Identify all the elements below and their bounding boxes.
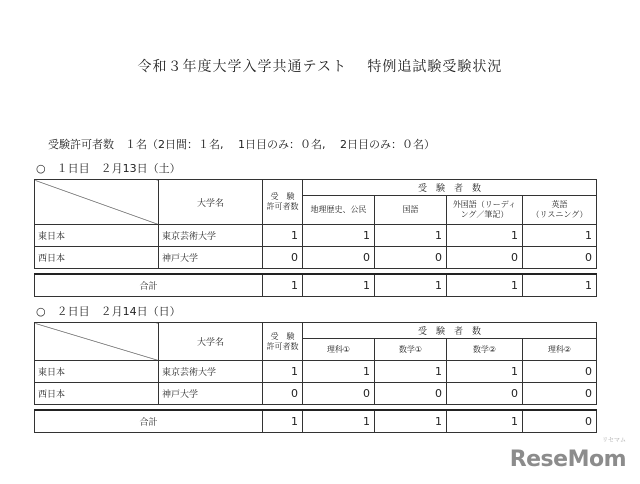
region-cell: 西日本 <box>35 383 159 405</box>
header-subject: 数学② <box>447 339 523 361</box>
table-row <box>35 361 597 383</box>
header-university: 大学名 <box>159 180 263 225</box>
total-value: 1 <box>303 274 375 297</box>
region-cell: 東日本 <box>35 225 159 247</box>
total-row <box>35 410 597 433</box>
permitted-cell: 0 <box>263 247 303 269</box>
value-cell: 1 <box>375 361 447 383</box>
header-permitted: 受 験 許可者数 <box>263 323 303 361</box>
value-cell: 0 <box>523 247 597 269</box>
value-cell: 0 <box>447 247 523 269</box>
header-subject: 理科① <box>303 339 375 361</box>
total-value: 1 <box>375 410 447 433</box>
total-value: 1 <box>523 274 597 297</box>
value-cell: 0 <box>375 383 447 405</box>
value-cell: 0 <box>375 247 447 269</box>
value-cell: 1 <box>375 225 447 247</box>
university-cell: 神戸大学 <box>159 383 263 405</box>
total-label: 合計 <box>35 274 263 297</box>
table-row <box>35 247 597 269</box>
header-university: 大学名 <box>159 323 263 361</box>
header-permitted: 受 験 許可者数 <box>263 180 303 225</box>
university-cell: 神戸大学 <box>159 247 263 269</box>
header-subject: 国語 <box>375 196 447 225</box>
total-value: 1 <box>447 410 523 433</box>
total-permitted: 1 <box>263 410 303 433</box>
region-cell: 西日本 <box>35 247 159 269</box>
value-cell: 0 <box>303 383 375 405</box>
value-cell: 0 <box>303 247 375 269</box>
header-subject: 数学① <box>375 339 447 361</box>
watermark-subtext: リセマム <box>602 437 626 444</box>
value-cell: 1 <box>303 361 375 383</box>
day1-table <box>34 179 597 297</box>
header-subject: 英語 （リスニング） <box>523 196 597 225</box>
value-cell: 0 <box>523 361 597 383</box>
permitted-cell: 1 <box>263 361 303 383</box>
day2-table <box>34 322 597 433</box>
header-subject: 理科② <box>523 339 597 361</box>
table-row <box>35 225 597 247</box>
header-subject: 外国語（リーディング／筆記） <box>447 196 523 225</box>
header-examinees: 受 験 者 数 <box>303 180 597 196</box>
permitted-cell: 0 <box>263 383 303 405</box>
value-cell: 0 <box>447 383 523 405</box>
permitted-summary: 受験許可者数 １名（2日間：１名, 1日目のみ：０名, 2日目のみ：０名） <box>48 138 435 151</box>
university-cell: 東京芸術大学 <box>159 361 263 383</box>
page-title: 令和３年度大学入学共通テスト 特例追試験受験状況 <box>137 59 503 75</box>
total-permitted: 1 <box>263 274 303 297</box>
table-row <box>35 383 597 405</box>
total-value: 0 <box>523 410 597 433</box>
total-label: 合計 <box>35 410 263 433</box>
value-cell: 1 <box>447 361 523 383</box>
value-cell: 1 <box>523 225 597 247</box>
header-examinees: 受 験 者 数 <box>303 323 597 339</box>
university-cell: 東京芸術大学 <box>159 225 263 247</box>
permitted-cell: 1 <box>263 225 303 247</box>
total-value: 1 <box>375 274 447 297</box>
total-value: 1 <box>447 274 523 297</box>
header-diagonal-cell <box>35 323 159 361</box>
header-diagonal-cell <box>35 180 159 225</box>
day1-heading: ○ １日目 ２月13日（土） <box>36 162 181 175</box>
value-cell: 1 <box>447 225 523 247</box>
value-cell: 1 <box>303 225 375 247</box>
resemom-logo: ReseMom <box>509 447 626 472</box>
header-subject: 地理歴史、公民 <box>303 196 375 225</box>
total-row <box>35 274 597 297</box>
region-cell: 東日本 <box>35 361 159 383</box>
total-value: 1 <box>303 410 375 433</box>
day2-heading: ○ ２日目 ２月14日（日） <box>36 305 181 318</box>
value-cell: 0 <box>523 383 597 405</box>
